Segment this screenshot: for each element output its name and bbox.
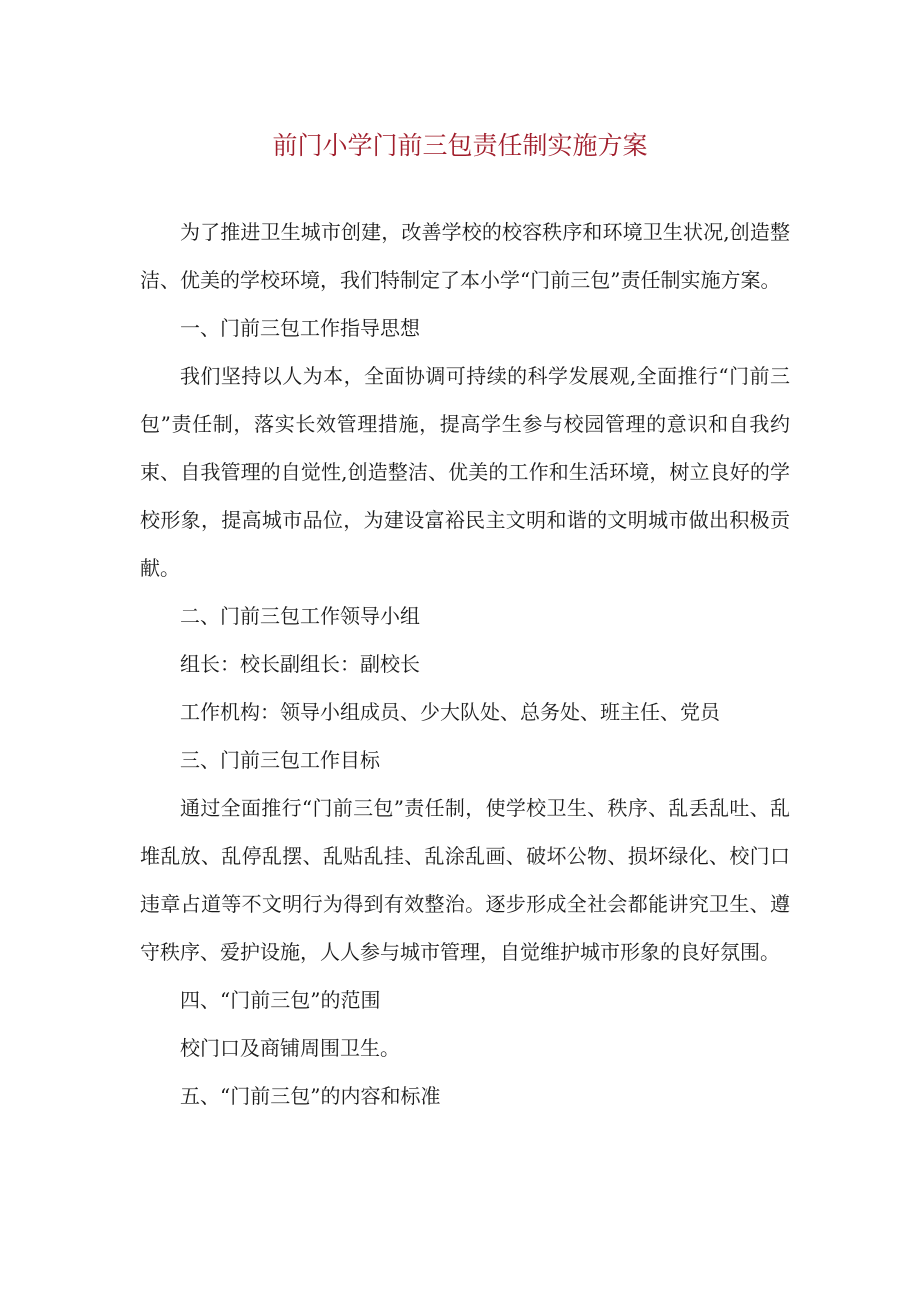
- guiding-thought-paragraph: 我们坚持以人为本，全面协调可持续的科学发展观,全面推行“门前三包”责任制，落实长效管理措施，提高学生参与校园管理的意识和自我约束、自我管理的自觉性,创造整洁、优美的工作和生活环境，树立良好的学校形象，提高城市品位，为建设富裕民主文明和谐的文明城市做出积极贡献。: [140, 364, 790, 580]
- section-heading-2: 二、门前三包工作领导小组: [180, 604, 420, 628]
- group-leader-line: 组长：校长副组长：副校长: [180, 652, 420, 676]
- section-heading-5: 五、“门前三包”的内容和标准: [180, 1084, 441, 1108]
- work-goal-paragraph: 通过全面推行“门前三包”责任制，使学校卫生、秩序、乱丢乱吐、乱堆乱放、乱停乱摆、乱贴乱挂、乱涂乱画、破坏公物、损坏绿化、校门口违章占道等不文明行为得到有效整治。逐步形成全社会都能讲究卫生、遵守秩序、爱护设施，人人参与城市管理，自觉维护城市形象的良好氛围。: [140, 796, 790, 964]
- section-heading-1: 一、门前三包工作指导思想: [180, 316, 420, 340]
- scope-line: 校门口及商铺周围卫生。: [180, 1036, 400, 1060]
- document-body: [140, 208, 790, 1120]
- work-organization-line: 工作机构：领导小组成员、少大队处、总务处、班主任、党员: [180, 700, 720, 724]
- section-heading-3: 三、门前三包工作目标: [180, 748, 380, 772]
- section-heading-4: 四、“门前三包”的范围: [180, 988, 381, 1012]
- document-title: 前门小学门前三包责任制实施方案: [272, 131, 648, 160]
- intro-paragraph: 为了推进卫生城市创建，改善学校的校容秩序和环境卫生状况,创造整洁、优美的学校环境，我们特制定了本小学“门前三包”责任制实施方案。: [140, 220, 790, 292]
